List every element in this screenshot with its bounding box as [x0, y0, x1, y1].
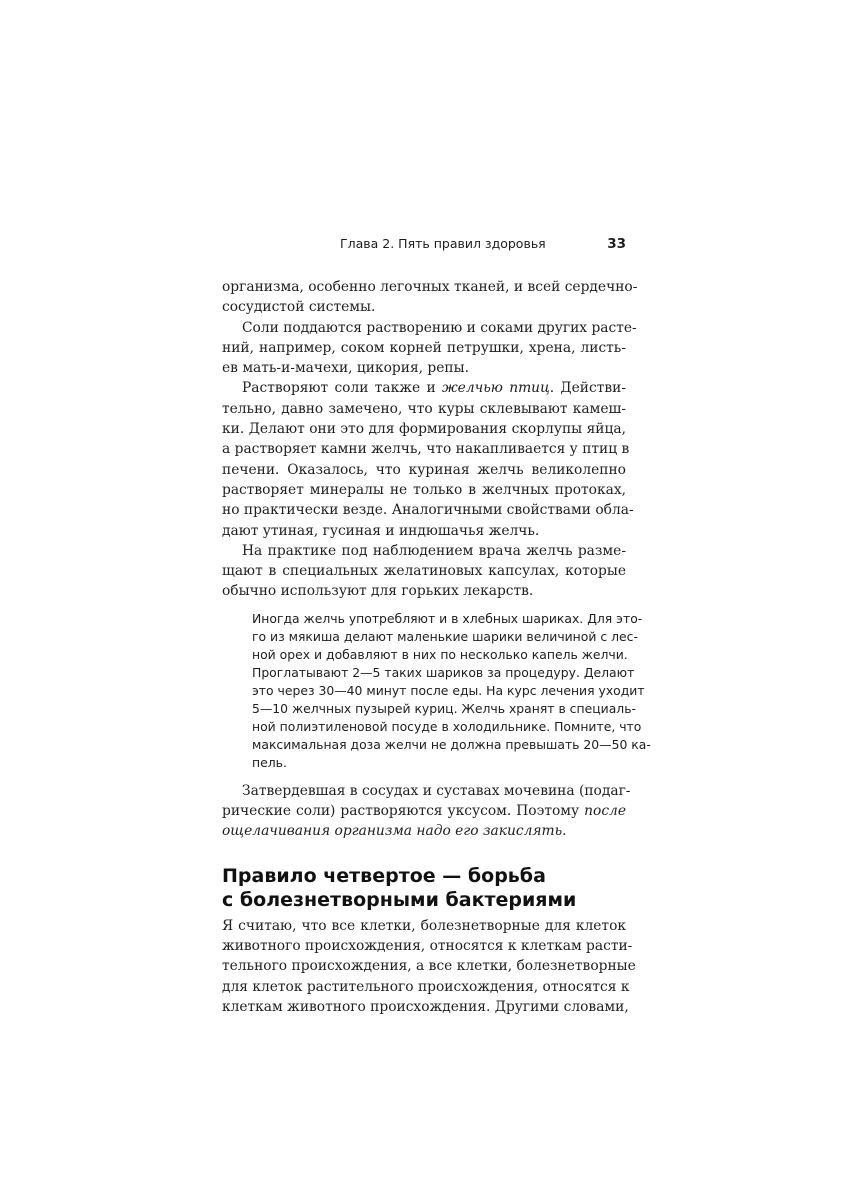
paragraph-4 — [222, 541, 626, 602]
paragraph-2 — [222, 318, 637, 379]
paragraph-3 — [222, 378, 634, 540]
page-number: 33 — [607, 236, 626, 252]
text-line: растворяет минералы не только в желчных протоках, — [222, 481, 626, 498]
text-line: сосудистой системы. — [222, 299, 376, 316]
emphasis-text: после — [584, 803, 626, 820]
note-line: го из мякиша делают маленькие шарики величиной с лес- — [252, 628, 638, 644]
text-run: . — [562, 823, 567, 840]
text-line: На практике под наблюдением врача желчь разме- — [242, 542, 626, 559]
note-line: это через 30—40 минут после еды. На курс лечения уходит — [252, 682, 645, 698]
text-run: Растворяют соли также и — [242, 380, 442, 397]
paragraph-6 — [222, 916, 636, 1017]
text-line: ки. Делают они это для формирования скорлупы яйца, — [222, 421, 626, 438]
emphasis-text: желчью птиц — [442, 380, 550, 397]
text-line: печени. Оказалось, что куриная желчь великолепно — [222, 461, 626, 478]
text-line: но практически везде. Аналогичными свойствами обла- — [222, 502, 634, 519]
note-line: максимальная доза желчи не должна превышать 20—50 ка- — [252, 736, 651, 752]
text-line: тельно, давно замечено, что куры склевывают камеш- — [222, 400, 626, 417]
page-body — [222, 277, 651, 1017]
text-line: ний, например, соком корней петрушки, хрена, листь- — [222, 339, 626, 356]
text-line: Затвердевшая в сосудах и суставах мочевина (подаг- — [242, 782, 631, 799]
paragraph-1 — [222, 277, 638, 318]
note-line: Иногда желчь употребляют и в хлебных шариках. Для это- — [252, 610, 643, 626]
section-heading — [222, 864, 626, 912]
note-line: Проглатывают 2—5 таких шариков за процедуру. Делают — [252, 664, 635, 680]
text-line — [222, 801, 626, 821]
text-run: рические соли) растворяются уксусом. Поэтому — [222, 803, 585, 820]
note-line: 5—10 желчных пузырей куриц. Желчь хранят в специаль- — [252, 700, 636, 716]
text-line: Соли поддаются растворению и соками других расте- — [242, 319, 637, 336]
note-line: ной полиэтиленовой посуде в холодильнике. Помните, что — [252, 718, 642, 734]
note-line: ной орех и добавляют в них по несколько капель желчи. — [252, 646, 628, 662]
text-line: клеткам животного происхождения. Другими словами, — [222, 998, 629, 1015]
text-line: организма, особенно легочных тканей, и всей сердечно- — [222, 279, 638, 295]
text-line — [222, 378, 626, 398]
text-line: ев мать-и-мачехи, цикория, репы. — [222, 360, 469, 377]
text-line: а растворяет камни желчь, что накапливается у птиц в — [222, 441, 630, 458]
text-line — [222, 821, 626, 841]
text-line: животного происхождения, относятся к клеткам расти- — [222, 937, 633, 954]
text-line: дают утиная, гусиная и индюшачья желчь. — [222, 522, 540, 539]
running-title: Глава 2. Пять правил здоровья — [340, 236, 546, 251]
text-run: . Действи- — [549, 380, 626, 397]
emphasis-text: ощелачивания организма надо его закислять — [222, 823, 563, 840]
text-line: тельного происхождения, а все клетки, болезнетворные — [222, 958, 636, 975]
note-line: пель. — [252, 754, 287, 770]
text-line: обычно используют для горьких лекарств. — [222, 583, 534, 600]
paragraph-5 — [222, 781, 631, 842]
text-line: щают в специальных желатиновых капсулах, которые — [222, 563, 626, 580]
text-line: Я считаю, что все клетки, болезнетворные для клеток — [222, 917, 626, 934]
text-line: для клеток растительного происхождения, относятся к — [222, 978, 630, 995]
heading-line: Правило четвертое — борьба — [222, 864, 546, 887]
note-block — [222, 610, 651, 772]
heading-line: с болезнетворными бактериями — [222, 888, 577, 911]
